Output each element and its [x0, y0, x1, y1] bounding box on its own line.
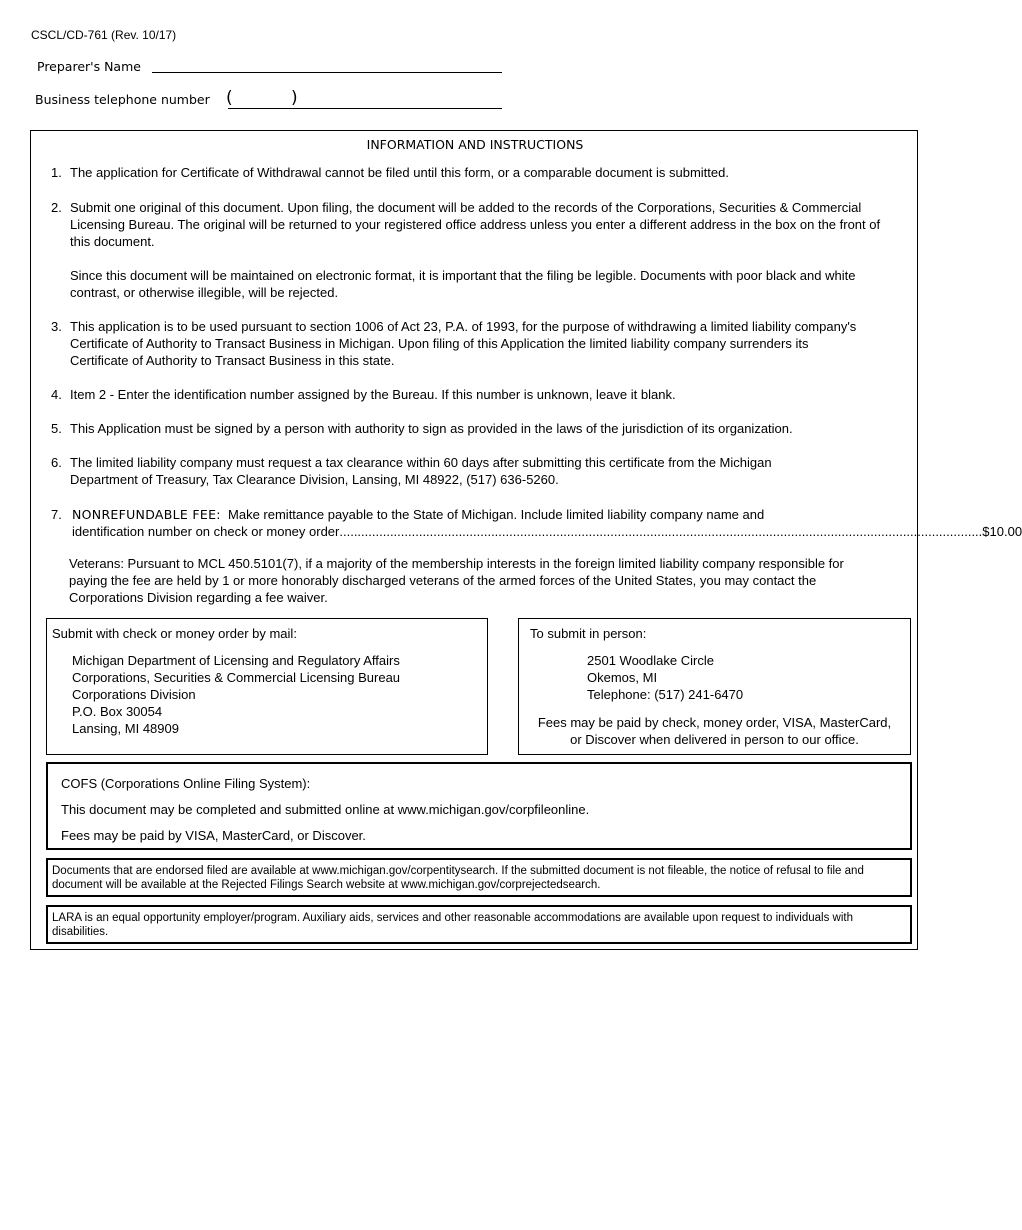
cofs-fees-text: Fees may be paid by VISA, MasterCard, or Discover.	[61, 828, 366, 843]
mail-address-line: P.O. Box 30054	[72, 704, 163, 719]
mail-address-line: Corporations, Securities & Commercial Licensing Bureau	[72, 670, 401, 685]
fee-remittance-text: Make remittance payable to the State of Michigan. Include limited liability company name and	[228, 507, 765, 522]
preparer-name-label: Preparer's Name	[37, 59, 141, 74]
item-number: 3.	[51, 319, 62, 334]
item-text: The application for Certificate of Withdrawal cannot be filed until this form, or a comparable document is submitted.	[70, 165, 729, 180]
in-person-address-line: Okemos, MI	[587, 670, 658, 685]
endorsed-documents-text: Documents that are endorsed filed are available at www.michigan.gov/corpentitysearch. If the submitted document is not fileable, the notice of refusal to file and document will be available at the Rejected Filings Search website at www.michigan.gov/corprejectedsearch.	[52, 865, 864, 891]
mail-address-line: Michigan Department of Licensing and Regulatory Affairs	[72, 653, 400, 668]
business-telephone-label: Business telephone number	[35, 92, 210, 107]
item-number: 6.	[51, 455, 62, 470]
business-telephone-field[interactable]	[228, 108, 502, 109]
item-text: Item 2 - Enter the identification number assigned by the Bureau. If this number is unknown, leave it blank.	[70, 387, 676, 402]
mail-address-line: Lansing, MI 48909	[72, 721, 179, 736]
cofs-online-text: This document may be completed and submitted online at www.michigan.gov/corpfileonline.	[61, 802, 590, 817]
item-number: 4.	[51, 387, 62, 402]
area-code-open-paren: (	[226, 88, 233, 108]
item-text: This Application must be signed by a person with authority to sign as provided in the laws of the jurisdiction of its organization.	[70, 421, 793, 436]
item-text: Submit one original of this document. Upon filing, the document will be added to the records of the Corporations, Securities & Commercial Licensing Bureau. The original will be returned to your registered office address unless you enter a different address in the box on the front of this document.	[70, 200, 881, 249]
item-number: 7.	[51, 507, 62, 522]
mail-address-line: Corporations Division	[72, 687, 196, 702]
cofs-title: COFS (Corporations Online Filing System):	[61, 776, 311, 791]
mail-address	[72, 652, 400, 737]
nonrefundable-fee-label: NONREFUNDABLE FEE:	[72, 507, 221, 522]
in-person-address-line: 2501 Woodlake Circle	[587, 653, 714, 668]
lara-notice-text: LARA is an equal opportunity employer/program. Auxiliary aids, services and other reasonable accommodations are available upon request to individuals with disabilities.	[52, 912, 853, 938]
area-code-close-paren: )	[291, 88, 298, 108]
endorsed-documents-notice	[46, 858, 912, 897]
legibility-paragraph: Since this document will be maintained on electronic format, it is important that the filing be legible. Documents with poor black and white contrast, or otherwise illegible, will be rejected.	[70, 268, 856, 300]
in-person-address	[587, 652, 743, 703]
in-person-title: To submit in person:	[530, 626, 647, 641]
form-id: CSCL/CD-761 (Rev. 10/17)	[31, 28, 177, 42]
cofs-box	[46, 762, 912, 850]
item-text: This application is to be used pursuant to section 1006 of Act 23, P.A. of 1993, for the purpose of withdrawing a limited liability company's Certificate of Authority to Transact Business in Michigan. Upon filing of this Application the limited liability company surrenders its Certificate of Authority to Transact Business in this state.	[70, 319, 857, 368]
item-text: The limited liability company must request a tax clearance within 60 days after submitting this certificate from the Michigan Department of Treasury, Tax Clearance Division, Lansing, MI 48922, (517) 636-5260.	[70, 455, 772, 487]
lara-notice	[46, 905, 912, 944]
in-person-fees-line: Fees may be paid by check, money order, VISA, MasterCard,	[537, 715, 892, 730]
item-number: 1.	[51, 165, 62, 180]
item-number: 2.	[51, 200, 62, 215]
instructions-box	[30, 130, 1022, 950]
in-person-submission-box	[518, 618, 911, 755]
preparer-name-field[interactable]	[152, 72, 502, 73]
in-person-address-line: Telephone: (517) 241-6470	[587, 687, 744, 702]
in-person-fees	[519, 714, 910, 748]
fee-amount: $10.00	[982, 524, 1022, 539]
item-number: 5.	[51, 421, 62, 436]
instructions-title: INFORMATION AND INSTRUCTIONS	[366, 137, 584, 152]
mail-title: Submit with check or money order by mail:	[52, 626, 297, 641]
veterans-paragraph: Veterans: Pursuant to MCL 450.5101(7), if a majority of the membership interests in the foreign limited liability company responsible for paying the fee are held by 1 or more honorably discharged veterans of the armed forces of the United States, you may contact the Corporations Division regarding a fee waiver.	[69, 556, 844, 605]
fee-identification-text: identification number on check or money order	[72, 524, 340, 539]
mail-submission-box	[46, 618, 488, 755]
in-person-fees-line: or Discover when delivered in person to our office.	[570, 732, 859, 747]
leader-dots: ..................................................................................................................................................................................	[339, 524, 983, 539]
